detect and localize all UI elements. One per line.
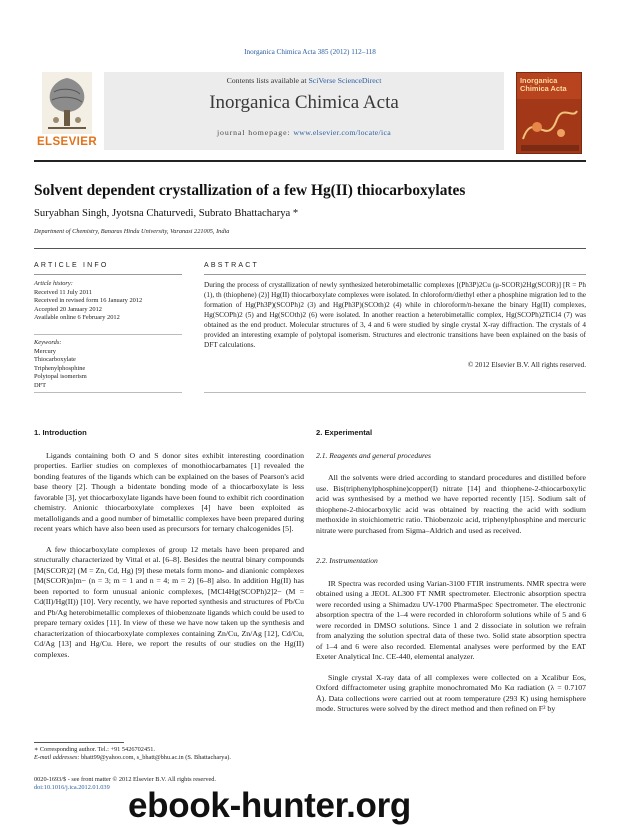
contents-line <box>104 76 504 85</box>
header-rule <box>34 248 586 249</box>
keyword: Triphenylphosphine <box>34 364 86 372</box>
article-title: Solvent dependent crystallization of a few Hg(II) thiocarboxylates <box>34 182 466 199</box>
journal-title: Inorganica Chimica Acta <box>209 92 399 113</box>
email-label: E-mail addresses: <box>34 754 80 762</box>
homepage-prefix: journal homepage: <box>216 128 294 137</box>
abstract-rule <box>204 274 586 275</box>
right-column <box>316 428 586 725</box>
article-info-heading: ARTICLE INFO <box>34 262 109 269</box>
keyword: Mercury <box>34 347 57 355</box>
watermark: ebook-hunter.org <box>128 786 411 825</box>
footnote-rule <box>34 742 124 743</box>
abstract-text: During the process of crystallization of newly synthesized heterobimetallic complexes [(Ph3P)2Cu (μ-SCOR)2Hg(SCOR)] [R = Ph (1), th (thiophene) (2)] Hg(II) thiocarboxylate complexes were isolated. In chloroform/diethyl ether a phosphine migration led to the formation of Hg(Ph3P)(SCOPh)2 (3) and Hg(Ph3P)(SCOth)2 (4) while in chloroform/n-hexane the binary Hg(II) complexes, Hg(SCOPh)2 (5) and Hg(SCOth)2 (6) were isolated. In another reaction a heterobimetallic complex, Hg(SCOPh)2TiCl4 (7) was obtained as the end product. Molecular structures of 3, 4 and 6 were studied by single crystal X-ray diffraction. The crystals of 4 provided an interesting example of polytopal isomerism. Structures and electronic transitions have been explained on the basis of DFT calculations. <box>204 281 586 349</box>
cover-title: Inorganica Chimica Acta <box>520 76 567 93</box>
author-affiliation: Department of Chemistry, Banaras Hindu University, Varanasi 221005, India <box>34 228 230 235</box>
abstract-divider <box>204 392 586 393</box>
email-addresses[interactable]: bhatt99@yahoo.com, s_bhatt@bhu.ac.in (S. Bhattacharya). <box>79 754 231 762</box>
journal-reference: Inorganica Chimica Acta 385 (2012) 112–118 <box>244 48 376 56</box>
abstract-heading: ABSTRACT <box>204 262 259 269</box>
history-item: Accepted 20 January 2012 <box>34 305 102 313</box>
article-info-rule <box>34 274 182 275</box>
tree-logo-icon <box>42 72 92 134</box>
keyword: Thiocarboxylate <box>34 356 76 363</box>
author-list: Suryabhan Singh, Jyotsna Chaturvedi, Subrato Bhattacharya * <box>34 208 299 219</box>
history-divider <box>34 334 182 335</box>
subsection-heading: 2.1. Reagents and general procedures <box>316 450 432 460</box>
paragraph: A few thiocarboxylate complexes of group 12 metals have been prepared and structurally characterized by Vittal et al. [6–8]. Besides the neutral binary compounds [M(SCOR)2] (M = Zn, Cd, Hg) [9] these metals form mono- and dianionic complexes [M(SCOR)n]m− (n = 3; m = 1 and n = 4; m = 2) [6–8] also. In addition Hg(II) has been reported to form unusual anionic complexes, [MCl4Hg(SCOPh)2]2− (M = Cd(II)/Hg(II)) [10]. Very recently, we have reported synthesis and structures of Pb/Cu and Pb/Ag heterobimetallic complexes of thiobenzoate ligands which could be used to prepare ternary oxides [11]. In view of these we have now taken up the synthesis and characterization of thiocarboxylate complexes containing Zn/Cu, Zn/Ag [12], Cd/Cu, Cd/Ag [13] and Hg/Cu. Here, we report the results of our studies on the Hg(II) complexes. <box>34 544 304 659</box>
keyword: Polytopal isomerism <box>34 373 87 380</box>
left-column <box>34 428 304 670</box>
contents-prefix: Contents lists available at <box>226 76 309 85</box>
keywords-label: Keywords: <box>34 339 62 346</box>
paragraph: IR Spectra was recorded using Varian-3100 FTIR instruments. NMR spectra were obtained using a JEOL AL300 FT NMR spectrometer. Electronic absorption spectra were recorded using a Shimadzu UV-1700 PharmaSpec Spectrometer. The electronic absorption spectra of the 1–4 were recorded in chloroform solutions while of 5 and 6 were recorded in DMSO solutions. Since 1 and 2 dissociate in solution we refrain from analyzing the solution spectral data of these two. Solid state absorption spectra of 1–4 and 6 were also recorded. Elemental analyses were performed by the EAT Exeter Analytical Inc. CE-440, elemental analyzer. <box>316 578 586 661</box>
doi-link[interactable]: doi:10.1016/j.ica.2012.01.039 <box>34 784 110 792</box>
paragraph: Single crystal X-ray data of all complexes were collected on a Xcalibur Eos, Oxford diffractometer using graphite monochromated Mo Kα radiation (λ = 0.7107 Å). Data collections were carried out at room temperature (293 K) using hemisphere mode. Structures were solved by the direct method and then refined on F² by <box>316 672 586 713</box>
sciencedirect-link[interactable]: SciVerse ScienceDirect <box>308 76 382 85</box>
homepage-link[interactable]: www.elsevier.com/locate/ica <box>293 128 392 137</box>
history-item: Available online 6 February 2012 <box>34 314 120 321</box>
section-heading: 1. Introduction <box>34 428 87 437</box>
masthead-rule <box>34 160 586 162</box>
keywords <box>34 339 182 390</box>
copyright-notice: © 2012 Elsevier B.V. All rights reserved. <box>467 361 586 369</box>
keywords-divider <box>34 392 182 393</box>
subsection-heading: 2.2. Instrumentation <box>316 556 378 565</box>
publisher-name: ELSEVIER <box>36 136 98 148</box>
masthead <box>34 70 586 156</box>
issn-line: 0020-1693/$ - see front matter © 2012 Elsevier B.V. All rights reserved. <box>34 776 216 783</box>
cover-art-icon <box>517 99 582 154</box>
paragraph: All the solvents were dried according to standard procedures and distilled before use. Bis(triphenylphosphine)copper(I) nitrate [14] and thiophene-2-thiocarboxylic acid was synthesised by a method we have reported recently [15]. Sodium salt of thiophene-2-thiocarboxylic acid was obtained by reacting the acid with sodium methoxide in stoichiometric ratio. Thiobenzoic acid, triphenylphosphine and mercuric nitrate were purchased from Sigma–Aldrich and used as received. <box>316 473 586 535</box>
publisher-logo <box>34 72 100 150</box>
journal-homepage <box>104 128 504 137</box>
history-item: Received 11 July 2011 <box>34 288 92 296</box>
article-history <box>34 280 182 323</box>
journal-cover <box>516 72 582 154</box>
footnote <box>34 746 304 763</box>
paragraph: Ligands containing both O and S donor sites exhibit interesting coordination properties. Earlier studies on complexes of monothiocarbamates [1] revealed the bonding features of the ligands which can be explained on the bases of Pearson's acid base theory [2]. Though a bidentate bonding mode of a thiocarboxylate is less favorable [3], yet thiocarboxylate ligands have been found to exhibit rich coordination chemistry. Anionic thiocarboxylate complexes [4] have been exploited as metalloligands and a good number of bimetallic complexes have been prepared during recent years which have also been used as precursors for ternary chalcogenides [5]. <box>34 450 304 533</box>
corresponding-author: ∗ Corresponding author. Tel.: +91 5426702451. <box>34 746 155 753</box>
section-heading: 2. Experimental <box>316 428 373 437</box>
history-item: Received in revised form 16 January 2012 <box>34 297 143 304</box>
keyword: DFT <box>34 381 47 389</box>
history-label: Article history: <box>34 280 73 287</box>
